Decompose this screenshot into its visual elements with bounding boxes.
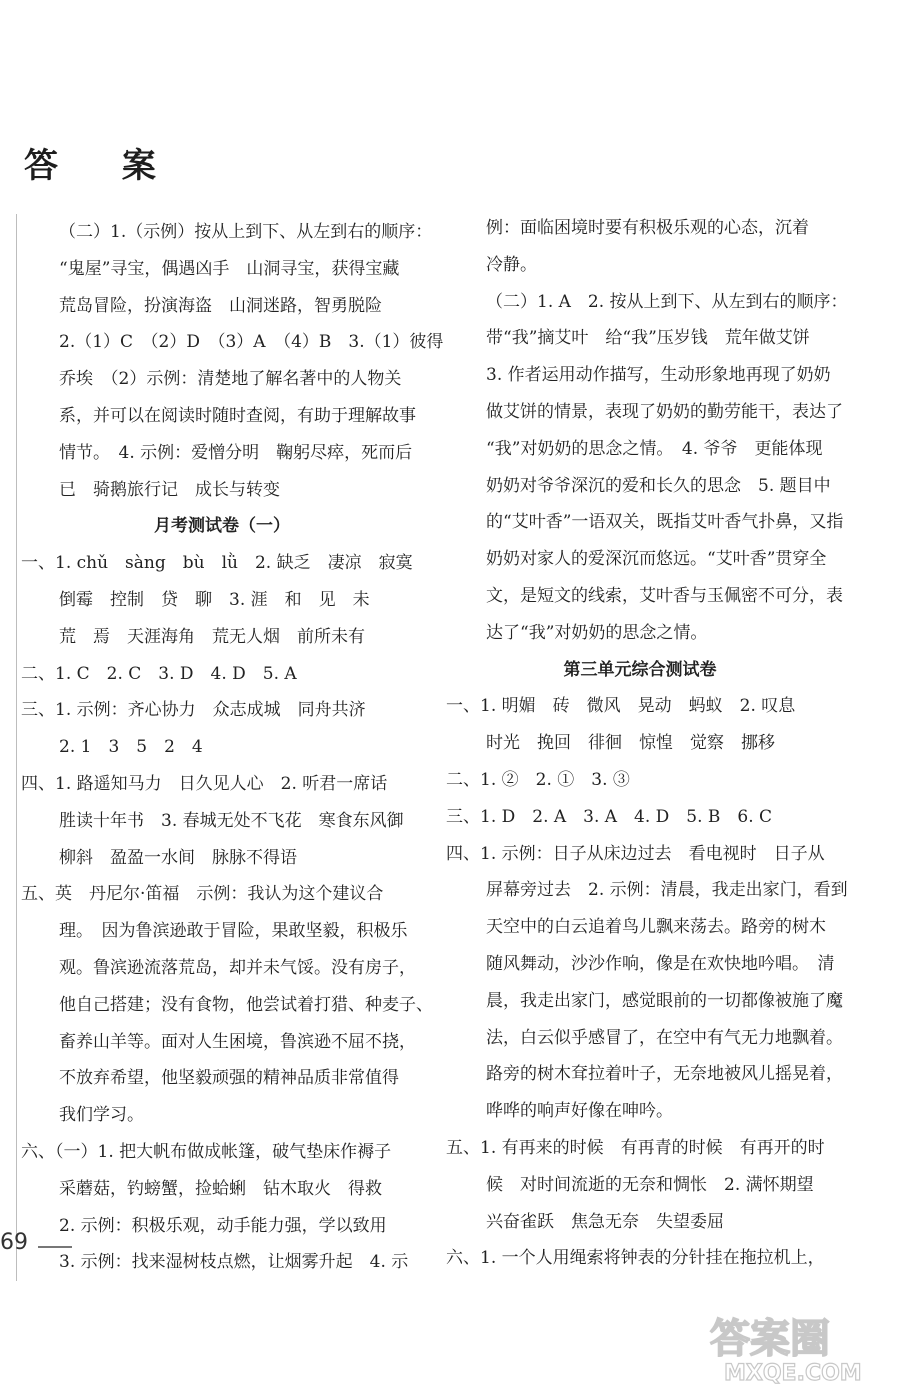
answer-line: 兴奋雀跃 焦急无奈 失望委屈 [486, 1211, 724, 1232]
answer-line: 路旁的树木耷拉着叶子，无奈地被风儿摇晃着， [486, 1064, 843, 1085]
answer-line: 达了“我”对奶奶的思念之情。 [486, 622, 708, 643]
answer-line: 四、1. 示例：日子从床边过去 看电视时 日子从 [446, 843, 825, 864]
answer-line: 3. 示例：找来湿树枝点燃，让烟雾升起 4. 示 [59, 1252, 409, 1273]
watermark-logo-graphic [700, 1306, 890, 1386]
answer-line: 2. 1 3 5 2 4 [59, 737, 203, 758]
answer-line: 2.（1）C （2）D （3）A （4）B 3.（1）彼得 [59, 332, 444, 353]
answer-line: 四、1. 路遥知马力 日久见人心 2. 听君一席话 [21, 773, 388, 794]
answer-line: 的“艾叶香”一语双关，既指艾叶香气扑鼻，又指 [486, 512, 844, 533]
answer-line: “我”对奶奶的思念之情。 4. 爷爷 更能体现 [486, 438, 823, 459]
answer-line: “鬼屋”寻宝，偶遇凶手 山洞寻宝，获得宝藏 [59, 258, 400, 279]
answer-line: 乔埃 （2）示例：清楚地了解名著中的人物关 [59, 369, 402, 390]
answer-line: （二）1. A 2. 按从上到下、从左到右的顺序： [486, 291, 848, 312]
answer-line: 柳斜 盈盈一水间 脉脉不得语 [59, 847, 297, 868]
watermark-main-text: 答案圈 [710, 1316, 830, 1362]
answer-line: 三、1. 示例：齐心协力 众志成城 同舟共济 [21, 700, 366, 721]
answer-line: 不放弃希望，他坚毅顽强的精神品质非常值得 [59, 1068, 399, 1089]
answer-line: 我们学习。 [59, 1105, 144, 1126]
answer-column-left [16, 214, 444, 1281]
section-heading: 第三单元综合测试卷 [563, 659, 717, 680]
answer-line: 二、1. C 2. C 3. D 4. D 5. A [21, 663, 297, 684]
answer-line: 冷静。 [486, 254, 537, 275]
answer-line: 已 骑鹅旅行记 成长与转变 [59, 479, 280, 500]
answer-line: 奶奶对爷爷深沉的爱和长久的思念 5. 题目中 [486, 475, 831, 496]
answer-line: 三、1. D 2. A 3. A 4. D 5. B 6. C [446, 806, 773, 827]
answer-line: 采蘑菇，钓螃蟹，捡蛤蜊 钻木取火 得救 [59, 1178, 382, 1199]
watermark-logo [700, 1306, 890, 1386]
answer-line: 随风舞动，沙沙作响，像是在欢快地吟唱。 清 [486, 953, 835, 974]
answer-line: 荒岛冒险，扮演海盗 山洞迷路，智勇脱险 [59, 295, 382, 316]
answer-line: 做艾饼的情景，表现了奶奶的勤劳能干，表达了 [486, 401, 843, 422]
watermark-url-text: MXQE.COM [724, 1361, 862, 1386]
answer-line: 情节。 4. 示例：爱憎分明 鞠躬尽瘁，死而后 [59, 442, 413, 463]
answer-column-right [446, 210, 848, 1277]
answer-line: 2. 示例：积极乐观，动手能力强，学以致用 [59, 1215, 387, 1236]
answer-line: 3. 作者运用动作描写，生动形象地再现了奶奶 [486, 365, 831, 386]
answer-line: 系，并可以在阅读时随时查阅，有助于理解故事 [59, 405, 416, 426]
answer-line: 五、英 丹尼尔·笛福 示例：我认为这个建议合 [21, 884, 384, 905]
answer-line: 胜读十年书 3. 春城无处不飞花 寒食东风御 [59, 810, 404, 831]
answer-line: 文，是短文的线索，艾叶香与玉佩密不可分，表 [486, 585, 843, 606]
answer-line: 例：面临困境时要有积极乐观的心态，沉着 [486, 218, 809, 238]
page-title: 答 案 [24, 146, 182, 186]
section-heading: 月考测试卷（一） [154, 516, 290, 537]
answer-line: 一、1. 明媚 砖 微风 晃动 蚂蚁 2. 叹息 [446, 696, 796, 717]
answer-line: 荒 焉 天涯海角 荒无人烟 前所未有 [59, 626, 365, 647]
answer-line: 晨，我走出家门，感觉眼前的一切都像被施了魔 [486, 990, 843, 1011]
answer-line: 畜养山羊等。面对人生困境，鲁滨逊不屈不挠， [59, 1031, 416, 1052]
answer-line: 六、1. 一个人用绳索将钟表的分针挂在拖拉机上， [446, 1248, 825, 1269]
answer-line: 观。鲁滨逊流落荒岛，却并未气馁。没有房子， [59, 957, 416, 978]
answer-line: 六、（一）1. 把大帆布做成帐篷，破气垫床作褥子 [21, 1141, 392, 1162]
answer-line: 理。 因为鲁滨逊敢于冒险，果敢坚毅，积极乐 [59, 921, 408, 942]
page-number: 69 [0, 1230, 28, 1255]
page-number-dash [38, 1246, 72, 1248]
answer-line: （二）1.（示例）按从上到下、从左到右的顺序： [59, 222, 433, 242]
answer-line: 哗哗的响声好像在呻吟。 [486, 1101, 673, 1122]
answer-line: 他自己搭建；没有食物，他尝试着打猎、种麦子、 [59, 994, 433, 1015]
answer-line: 时光 挽回 徘徊 惊惶 觉察 挪移 [486, 733, 775, 754]
answer-line: 法，白云似乎感冒了，在空中有气无力地飘着。 [486, 1027, 843, 1048]
answer-line: 倒霉 控制 贷 聊 3. 涯 和 见 未 [59, 589, 370, 610]
answer-line: 带“我”摘艾叶 给“我”压岁钱 荒年做艾饼 [486, 328, 810, 349]
answer-line: 五、1. 有再来的时候 有再青的时候 有再开的时 [446, 1137, 825, 1158]
answer-line: 一、1. chǔ sàng bù lǜ 2. 缺乏 凄凉 寂寞 [21, 553, 413, 574]
answer-line: 屏幕旁过去 2. 示例：清晨，我走出家门，看到 [486, 880, 848, 901]
answer-line: 天空中的白云追着鸟儿飘来荡去。路旁的树木 [486, 917, 826, 938]
answer-line: 二、1. ② 2. ① 3. ③ [446, 769, 630, 790]
answer-line: 奶奶对家人的爱深沉而悠远。“艾叶香”贯穿全 [486, 549, 827, 570]
answer-line: 候 对时间流逝的无奈和惆怅 2. 满怀期望 [486, 1174, 814, 1195]
